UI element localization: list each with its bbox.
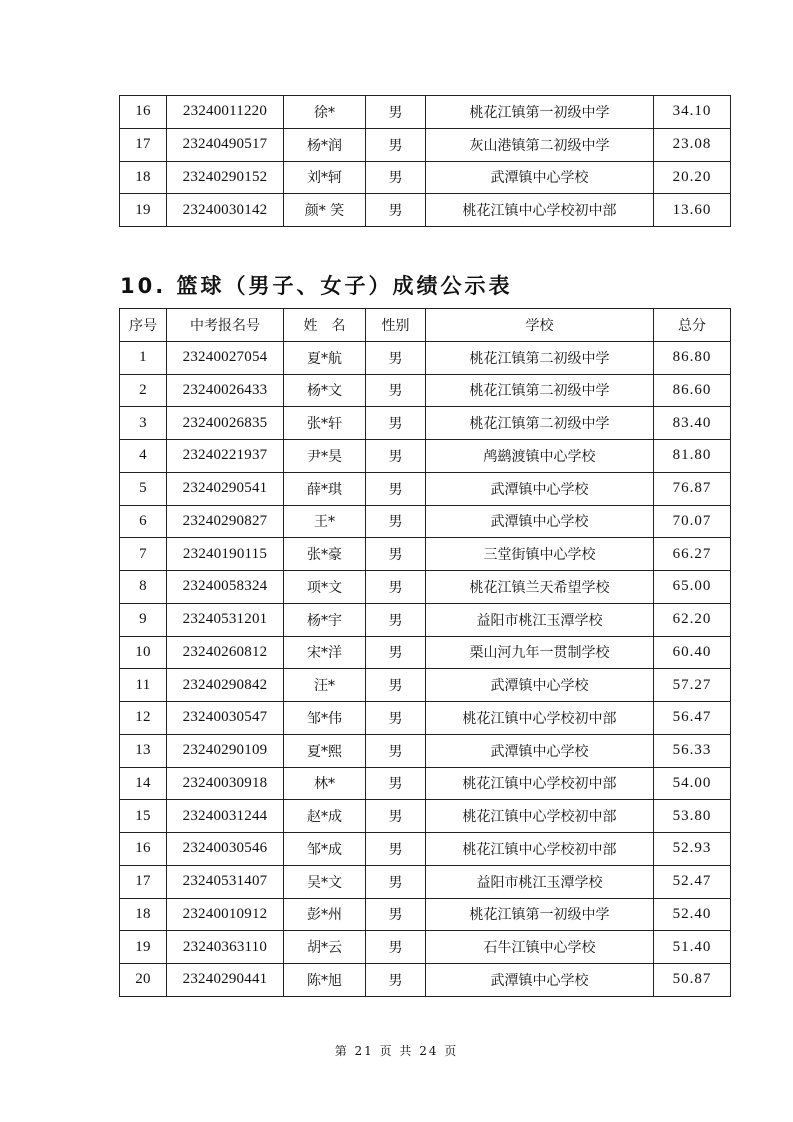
cell-sex: 男: [366, 931, 426, 964]
cell-school: 武潭镇中心学校: [426, 472, 654, 505]
continued-results-table: [119, 95, 731, 227]
cell-exam-id: 23240260812: [167, 636, 284, 669]
cell-student-name: 彭*州: [284, 898, 366, 931]
header-school: 学校: [426, 309, 654, 342]
cell-student-name: 林*: [284, 767, 366, 800]
cell-student-name: 杨*文: [284, 374, 366, 407]
cell-student-name: 吴*文: [284, 865, 366, 898]
cell-school: 鸬鹚渡镇中心学校: [426, 440, 654, 473]
cell-serial: 9: [120, 603, 167, 636]
cell-total-score: 81.80: [654, 440, 731, 473]
cell-total-score: 50.87: [654, 964, 731, 997]
cell-total-score: 70.07: [654, 505, 731, 538]
cell-school: 三堂街镇中心学校: [426, 538, 654, 571]
cell-school: 桃花江镇中心学校初中部: [426, 833, 654, 866]
cell-school: 桃花江镇中心学校初中部: [426, 194, 654, 227]
table-row: [120, 374, 731, 407]
cell-total-score: 62.20: [654, 603, 731, 636]
table-row: [120, 702, 731, 735]
cell-exam-id: 23240290541: [167, 472, 284, 505]
cell-exam-id: 23240030918: [167, 767, 284, 800]
cell-exam-id: 23240010912: [167, 898, 284, 931]
cell-exam-id: 23240290827: [167, 505, 284, 538]
cell-exam-id: 23240027054: [167, 341, 284, 374]
cell-school: 桃花江镇第一初级中学: [426, 898, 654, 931]
cell-total-score: 34.10: [654, 96, 731, 129]
cell-sex: 男: [366, 440, 426, 473]
cell-sex: 男: [366, 472, 426, 505]
cell-serial: 16: [120, 96, 167, 129]
cell-serial: 17: [120, 865, 167, 898]
table-row: [120, 964, 731, 997]
cell-student-name: 杨*润: [284, 128, 366, 161]
cell-school: 栗山河九年一贯制学校: [426, 636, 654, 669]
cell-sex: 男: [366, 767, 426, 800]
cell-sex: 男: [366, 128, 426, 161]
cell-student-name: 王*: [284, 505, 366, 538]
cell-school: 石牛江镇中心学校: [426, 931, 654, 964]
cell-serial: 11: [120, 669, 167, 702]
cell-sex: 男: [366, 734, 426, 767]
cell-school: 武潭镇中心学校: [426, 734, 654, 767]
table-row: [120, 865, 731, 898]
cell-sex: 男: [366, 538, 426, 571]
cell-sex: 男: [366, 571, 426, 604]
table-row: [120, 161, 731, 194]
cell-student-name: 汪*: [284, 669, 366, 702]
cell-exam-id: 23240290152: [167, 161, 284, 194]
cell-serial: 1: [120, 341, 167, 374]
cell-serial: 16: [120, 833, 167, 866]
cell-exam-id: 23240031244: [167, 800, 284, 833]
cell-school: 益阳市桃江玉潭学校: [426, 865, 654, 898]
cell-school: 桃花江镇中心学校初中部: [426, 702, 654, 735]
cell-school: 桃花江镇第一初级中学: [426, 96, 654, 129]
cell-total-score: 86.60: [654, 374, 731, 407]
cell-student-name: 邹*伟: [284, 702, 366, 735]
cell-total-score: 52.93: [654, 833, 731, 866]
cell-student-name: 颜* 笑: [284, 194, 366, 227]
header-total-score: 总分: [654, 309, 731, 342]
cell-serial: 12: [120, 702, 167, 735]
header-sex: 性别: [366, 309, 426, 342]
table-row: [120, 767, 731, 800]
header-serial: 序号: [120, 309, 167, 342]
cell-total-score: 76.87: [654, 472, 731, 505]
table-row: [120, 669, 731, 702]
cell-serial: 18: [120, 898, 167, 931]
cell-sex: 男: [366, 702, 426, 735]
cell-sex: 男: [366, 96, 426, 129]
cell-student-name: 邹*成: [284, 833, 366, 866]
cell-student-name: 张*豪: [284, 538, 366, 571]
cell-student-name: 薛*琪: [284, 472, 366, 505]
cell-total-score: 52.40: [654, 898, 731, 931]
cell-sex: 男: [366, 407, 426, 440]
cell-school: 桃花江镇中心学校初中部: [426, 800, 654, 833]
table-row: [120, 440, 731, 473]
cell-total-score: 65.00: [654, 571, 731, 604]
table-row: [120, 931, 731, 964]
cell-total-score: 20.20: [654, 161, 731, 194]
cell-exam-id: 23240290842: [167, 669, 284, 702]
table-row: [120, 407, 731, 440]
cell-exam-id: 23240011220: [167, 96, 284, 129]
cell-student-name: 夏*熙: [284, 734, 366, 767]
cell-student-name: 张*轩: [284, 407, 366, 440]
cell-exam-id: 23240490517: [167, 128, 284, 161]
cell-school: 灰山港镇第二初级中学: [426, 128, 654, 161]
table-row: [120, 538, 731, 571]
cell-exam-id: 23240221937: [167, 440, 284, 473]
cell-sex: 男: [366, 161, 426, 194]
page-footer: 第 21 页 共 24 页: [334, 1044, 459, 1058]
table-row: [120, 571, 731, 604]
cell-student-name: 项*文: [284, 571, 366, 604]
table-row: [120, 898, 731, 931]
cell-student-name: 杨*宇: [284, 603, 366, 636]
table-row: [120, 194, 731, 227]
cell-student-name: 徐*: [284, 96, 366, 129]
cell-school: 武潭镇中心学校: [426, 505, 654, 538]
cell-serial: 6: [120, 505, 167, 538]
cell-sex: 男: [366, 833, 426, 866]
table-row: [120, 734, 731, 767]
cell-serial: 18: [120, 161, 167, 194]
cell-school: 益阳市桃江玉潭学校: [426, 603, 654, 636]
cell-total-score: 60.40: [654, 636, 731, 669]
cell-sex: 男: [366, 636, 426, 669]
cell-sex: 男: [366, 194, 426, 227]
cell-exam-id: 23240363110: [167, 931, 284, 964]
table-row: [120, 833, 731, 866]
cell-exam-id: 23240030142: [167, 194, 284, 227]
cell-total-score: 66.27: [654, 538, 731, 571]
cell-serial: 2: [120, 374, 167, 407]
cell-sex: 男: [366, 374, 426, 407]
table-row: [120, 472, 731, 505]
cell-sex: 男: [366, 603, 426, 636]
cell-exam-id: 23240290109: [167, 734, 284, 767]
cell-sex: 男: [366, 964, 426, 997]
cell-student-name: 尹*昊: [284, 440, 366, 473]
table-row: [120, 636, 731, 669]
cell-total-score: 83.40: [654, 407, 731, 440]
cell-school: 桃花江镇兰天希望学校: [426, 571, 654, 604]
cell-school: 桃花江镇第二初级中学: [426, 407, 654, 440]
cell-serial: 8: [120, 571, 167, 604]
cell-sex: 男: [366, 341, 426, 374]
cell-sex: 男: [366, 865, 426, 898]
cell-exam-id: 23240030547: [167, 702, 284, 735]
table-row: [120, 341, 731, 374]
cell-sex: 男: [366, 505, 426, 538]
cell-exam-id: 23240531407: [167, 865, 284, 898]
cell-total-score: 86.80: [654, 341, 731, 374]
continued-results-body: [120, 96, 731, 227]
cell-total-score: 23.08: [654, 128, 731, 161]
cell-exam-id: 23240290441: [167, 964, 284, 997]
cell-exam-id: 23240030546: [167, 833, 284, 866]
cell-serial: 4: [120, 440, 167, 473]
cell-serial: 7: [120, 538, 167, 571]
cell-serial: 13: [120, 734, 167, 767]
table-row: [120, 603, 731, 636]
cell-exam-id: 23240190115: [167, 538, 284, 571]
cell-school: 武潭镇中心学校: [426, 161, 654, 194]
cell-sex: 男: [366, 898, 426, 931]
cell-total-score: 53.80: [654, 800, 731, 833]
cell-student-name: 宋*洋: [284, 636, 366, 669]
cell-total-score: 56.33: [654, 734, 731, 767]
cell-exam-id: 23240026835: [167, 407, 284, 440]
cell-student-name: 陈*旭: [284, 964, 366, 997]
cell-total-score: 57.27: [654, 669, 731, 702]
cell-student-name: 赵*成: [284, 800, 366, 833]
cell-school: 武潭镇中心学校: [426, 964, 654, 997]
table-row: [120, 96, 731, 129]
cell-school: 武潭镇中心学校: [426, 669, 654, 702]
cell-serial: 15: [120, 800, 167, 833]
header-name: 姓 名: [284, 309, 366, 342]
cell-sex: 男: [366, 800, 426, 833]
cell-serial: 20: [120, 964, 167, 997]
table-row: [120, 505, 731, 538]
cell-sex: 男: [366, 669, 426, 702]
basketball-results-body: [120, 341, 731, 996]
header-exam-id: 中考报名号: [167, 309, 284, 342]
cell-school: 桃花江镇第二初级中学: [426, 341, 654, 374]
cell-student-name: 胡*云: [284, 931, 366, 964]
table-row: [120, 128, 731, 161]
cell-serial: 19: [120, 194, 167, 227]
cell-school: 桃花江镇第二初级中学: [426, 374, 654, 407]
cell-serial: 19: [120, 931, 167, 964]
section-title: 10. 篮球（男子、女子）成绩公示表: [120, 274, 513, 298]
cell-serial: 17: [120, 128, 167, 161]
cell-total-score: 56.47: [654, 702, 731, 735]
cell-student-name: 夏*航: [284, 341, 366, 374]
table-header-row: [120, 309, 731, 342]
table-row: [120, 800, 731, 833]
cell-exam-id: 23240531201: [167, 603, 284, 636]
basketball-results-table: [119, 308, 731, 997]
cell-total-score: 51.40: [654, 931, 731, 964]
cell-total-score: 13.60: [654, 194, 731, 227]
cell-total-score: 54.00: [654, 767, 731, 800]
cell-serial: 5: [120, 472, 167, 505]
cell-serial: 14: [120, 767, 167, 800]
cell-school: 桃花江镇中心学校初中部: [426, 767, 654, 800]
cell-exam-id: 23240026433: [167, 374, 284, 407]
cell-student-name: 刘*轲: [284, 161, 366, 194]
cell-serial: 3: [120, 407, 167, 440]
cell-total-score: 52.47: [654, 865, 731, 898]
cell-serial: 10: [120, 636, 167, 669]
cell-exam-id: 23240058324: [167, 571, 284, 604]
